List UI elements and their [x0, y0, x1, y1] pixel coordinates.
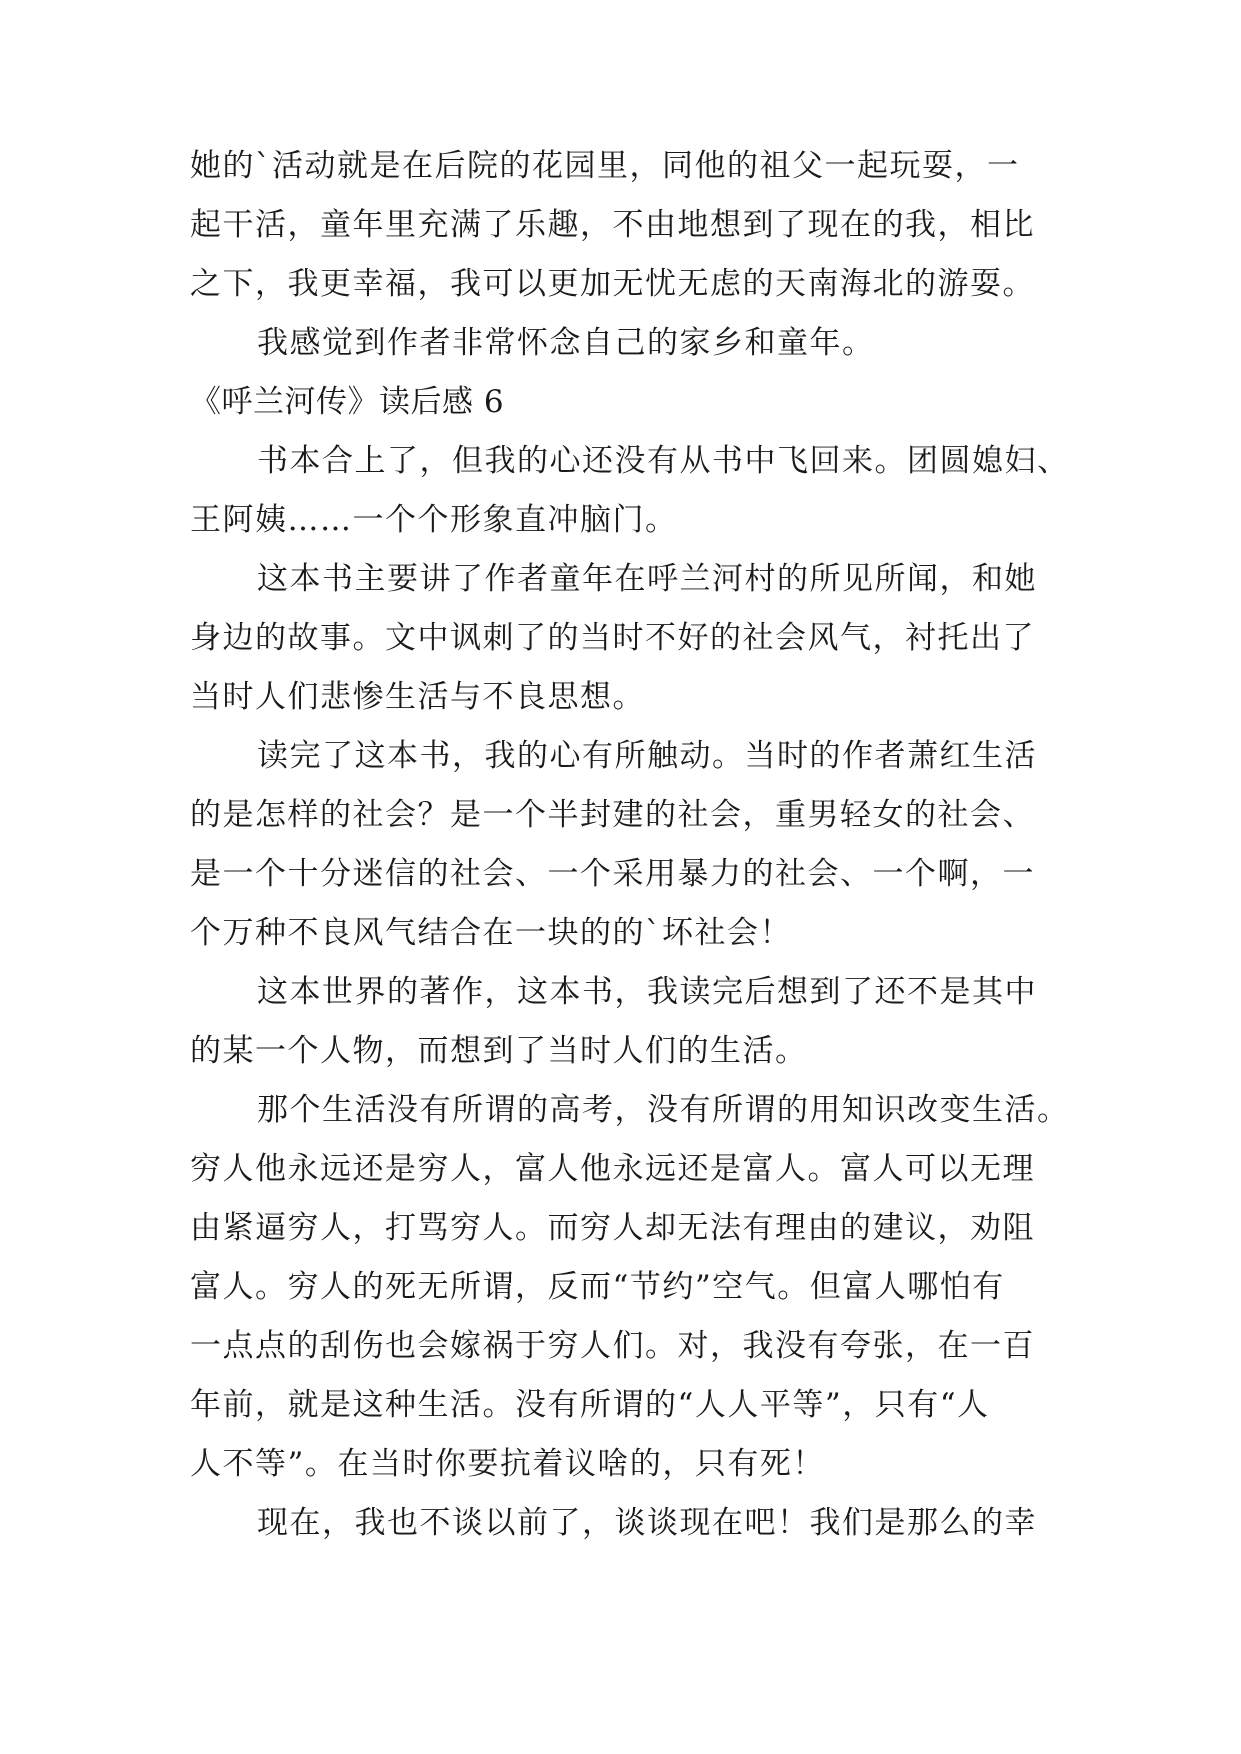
- text-line: 是一个十分迷信的社会、一个采用暴力的社会、一个啊，一: [190, 856, 1035, 892]
- paragraph-start: 这本世界的著作，这本书，我读完后想到了还不是其中: [257, 974, 1037, 1010]
- paragraph-start: 书本合上了，但我的心还没有从书中飞回来。团圆媳妇、: [257, 443, 1070, 479]
- text-line: 人不等”。在当时你要抗着议啥的，只有死！: [190, 1446, 825, 1482]
- text-line: 起干活，童年里充满了乐趣，不由地想到了现在的我，相比: [190, 207, 1035, 243]
- paragraph-start: 读完了这本书，我的心有所触动。当时的作者萧红生活: [257, 738, 1037, 774]
- text-line: 的某一个人物，而想到了当时人们的生活。: [190, 1033, 808, 1069]
- text-line: 之下，我更幸福，我可以更加无忧无虑的天南海北的游耍。: [190, 266, 1035, 302]
- text-line: 富人。穷人的死无所谓，反而“节约”空气。但富人哪怕有: [190, 1269, 1005, 1305]
- text-line: 年前，就是这种生活。没有所谓的“人人平等”，只有“人: [190, 1387, 990, 1423]
- paragraph-start: 这本书主要讲了作者童年在呼兰河村的所见所闻，和她: [257, 561, 1037, 597]
- text-line: 身边的故事。文中讽刺了的当时不好的社会风气，衬托出了: [190, 620, 1035, 656]
- text-line: 王阿姨……一个个形象直冲脑门。: [190, 502, 678, 538]
- paragraph-start: 那个生活没有所谓的高考，没有所谓的用知识改变生活。: [257, 1092, 1070, 1128]
- text-line: 由紧逼穷人，打骂穷人。而穷人却无法有理由的建议，劝阻: [190, 1210, 1035, 1246]
- text-line: 的是怎样的社会？是一个半封建的社会，重男轻女的社会、: [190, 797, 1035, 833]
- section-heading: 《呼兰河传》读后感 6: [190, 384, 505, 420]
- text-line: 个万种不良风气结合在一块的的`坏社会！: [190, 915, 792, 951]
- paragraph-start: 现在，我也不谈以前了，谈谈现在吧！我们是那么的幸: [257, 1505, 1037, 1541]
- text-line: 当时人们悲惨生活与不良思想。: [190, 679, 645, 715]
- text-line: 她的`活动就是在后院的花园里，同他的祖父一起玩耍，一: [190, 148, 1020, 184]
- paragraph-start: 我感觉到作者非常怀念自己的家乡和童年。: [257, 325, 875, 361]
- text-line: 穷人他永远还是穷人，富人他永远还是富人。富人可以无理: [190, 1151, 1035, 1187]
- text-line: 一点点的刮伤也会嫁祸于穷人们。对，我没有夸张，在一百: [190, 1328, 1035, 1364]
